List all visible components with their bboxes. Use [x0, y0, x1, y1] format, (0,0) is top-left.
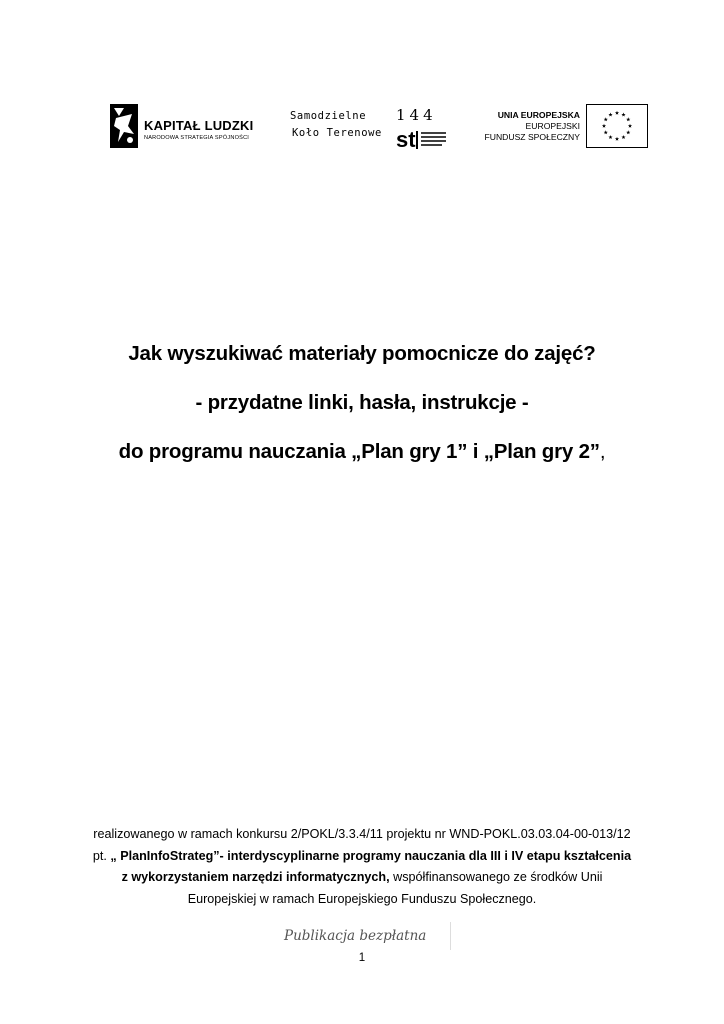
ue-line3: FUNDUSZ SPOŁECZNY — [484, 132, 580, 142]
skt-line1: Samodzielne — [290, 110, 367, 122]
eu-flag-icon — [586, 104, 648, 148]
page-number: 1 — [358, 952, 366, 964]
title-line-2: - przydatne linki, hasła, instrukcje - — [195, 391, 529, 414]
title-line-3-comma: , — [599, 440, 606, 463]
description-text-2: współfinansowanego ze środków Unii Europejskiej w ramach Europejskiego Funduszu Społecznego. — [187, 870, 603, 906]
ue-line2: EUROPEJSKI — [525, 121, 580, 131]
description-text-1: realizowanego w ramach konkursu 2/POKL/3.3.4/11 projektu nr WND-POKL.03.03.04-00-013/12 pt. — [92, 827, 631, 863]
skt-line2: Koło Terenowe — [292, 127, 382, 139]
title-line-3-text: do programu nauczania „Plan gry 1” i „Plan gry 2” — [118, 440, 600, 463]
description-bold: „ PlanInfoStrateg”- interdyscyplinarne programy nauczania dla III i IV etapu kształcenia z wykorzystaniem narzędzi informatycznych, — [110, 848, 632, 884]
kapital-ludzki-logo — [110, 104, 254, 150]
skt-logo — [290, 106, 450, 152]
kapital-ludzki-subtitle: NARODOWA STRATEGIA SPÓJNOŚCI — [144, 135, 250, 141]
free-publication-label: Publikacja bezpłatna — [284, 928, 427, 944]
svg-text:st: st — [396, 127, 416, 151]
skt-number: 144 — [396, 106, 437, 124]
ue-line1: UNIA EUROPEJSKA — [497, 110, 580, 120]
kapital-ludzki-logo-mark-icon — [110, 104, 138, 148]
free-publication-divider — [450, 922, 451, 950]
stowarzyszenie-logo-mark-icon — [396, 125, 450, 151]
ue-logo-text — [470, 110, 580, 143]
project-description — [92, 824, 632, 910]
kapital-ludzki-title: KAPITAŁ LUDZKI — [144, 118, 254, 133]
title-line-3 — [0, 440, 724, 464]
title-line-1: Jak wyszukiwać materiały pomocnicze do zajęć? — [128, 342, 596, 365]
